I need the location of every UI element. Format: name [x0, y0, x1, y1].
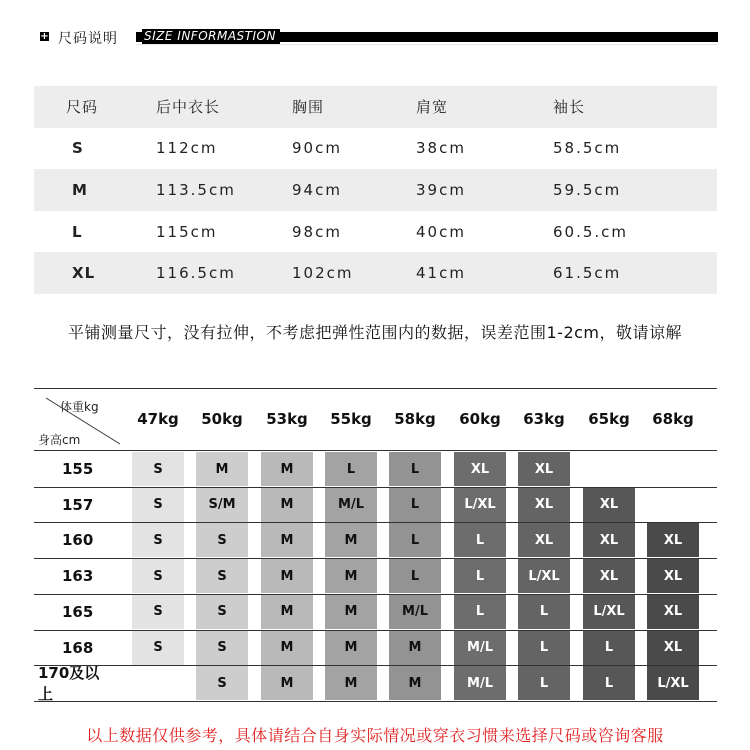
size-recommendation-cell: S — [132, 595, 184, 629]
weight-header: 55kg — [330, 410, 372, 428]
size-recommendation-cell: L — [389, 452, 441, 486]
size-recommendation-cell: M — [261, 488, 313, 522]
size-recommendation-cell: S — [132, 488, 184, 522]
height-label: 163 — [62, 567, 94, 586]
size-table-cell: 98cm — [292, 222, 342, 241]
size-recommendation-cell: XL — [647, 523, 699, 557]
size-table-row — [34, 169, 717, 211]
height-label: 165 — [62, 602, 94, 621]
corner-weight-label: 体重kg — [60, 400, 99, 414]
size-recommendation-cell: M — [196, 452, 248, 486]
size-recommendation-cell: XL — [518, 488, 570, 522]
size-recommendation-cell: S — [132, 523, 184, 557]
size-table-header-cell: 肩宽 — [416, 98, 449, 117]
size-table-cell: 112cm — [156, 139, 218, 158]
size-recommendation-cell: M — [389, 666, 441, 700]
size-recommendation-cell: L — [518, 631, 570, 665]
weight-header: 63kg — [523, 410, 565, 428]
size-recommendation-cell: XL — [583, 559, 635, 593]
size-recommendation-cell: M/L — [325, 488, 377, 522]
height-label: 170及以上 — [38, 664, 100, 704]
size-table-cell: S — [72, 139, 84, 158]
size-table-cell: 61.5cm — [553, 264, 622, 283]
size-table-cell: 60.5.cm — [553, 222, 629, 241]
plus-icon: + — [40, 31, 49, 42]
size-recommendation-cell: M — [261, 452, 313, 486]
size-recommendation-cell: S — [132, 452, 184, 486]
size-recommendation-cell: M/L — [454, 631, 506, 665]
weight-header: 60kg — [459, 410, 501, 428]
size-recommendation-cell: L — [454, 523, 506, 557]
size-recommendation-cell: M — [261, 559, 313, 593]
size-recommendation-cell: S/M — [196, 488, 248, 522]
size-recommendation-cell: XL — [583, 523, 635, 557]
section-title: 尺码说明 — [58, 31, 118, 47]
size-recommendation-cell: L — [325, 452, 377, 486]
size-table-cell: L — [72, 222, 83, 241]
size-recommendation-cell: M — [325, 666, 377, 700]
size-table-header — [34, 86, 717, 128]
size-recommendation-cell: S — [196, 666, 248, 700]
height-label: 160 — [62, 531, 94, 550]
size-recommendation-cell: M — [325, 595, 377, 629]
size-recommendation-cell: M/L — [454, 666, 506, 700]
size-table-cell: 113.5cm — [156, 180, 236, 199]
size-recommendation-cell: M — [261, 523, 313, 557]
size-recommendation-cell: M — [261, 631, 313, 665]
size-recommendation-cell: L — [389, 523, 441, 557]
corner-height-label: 身高cm — [38, 433, 81, 447]
size-recommendation-cell: L — [389, 559, 441, 593]
size-table-cell: 59.5cm — [553, 180, 622, 199]
weight-header: 65kg — [588, 410, 630, 428]
size-recommendation-cell: L — [454, 595, 506, 629]
size-table-cell: 102cm — [292, 264, 354, 283]
measurement-note: 平铺测量尺寸，没有拉伸，不考虑把弹性范围内的数据，误差范围1-2cm，敬请谅解 — [67, 323, 683, 342]
size-recommendation-cell: M — [325, 631, 377, 665]
size-table-cell: 38cm — [416, 139, 466, 158]
size-recommendation-cell: L/XL — [454, 488, 506, 522]
size-recommendation-cell: L — [454, 559, 506, 593]
size-recommendation-cell: L — [583, 631, 635, 665]
size-table-header-cell: 袖长 — [553, 98, 586, 117]
weight-header: 50kg — [201, 410, 243, 428]
size-recommendation-cell: S — [196, 631, 248, 665]
size-table — [34, 86, 717, 294]
size-table-cell: 94cm — [292, 180, 342, 199]
size-recommendation-cell: M — [325, 559, 377, 593]
size-table-row — [34, 211, 717, 253]
size-recommendation-cell: L — [389, 488, 441, 522]
height-label: 155 — [62, 460, 94, 478]
size-table-cell: 41cm — [416, 264, 466, 283]
size-recommendation-cell: XL — [583, 488, 635, 522]
size-recommendation-cell: XL — [454, 452, 506, 486]
size-recommendation-cell: S — [132, 559, 184, 593]
height-label: 157 — [62, 495, 94, 514]
section-subtitle: SIZE INFORMASTION — [142, 29, 280, 44]
footer-note: 以上数据仅供参考，具体请结合自身实际情况或穿衣习惯来选择尺码或咨询客服 — [86, 726, 664, 745]
size-table-row — [34, 128, 717, 170]
size-table-cell: 39cm — [416, 180, 466, 199]
size-recommendation-cell: L — [583, 666, 635, 700]
size-table-cell: 40cm — [416, 222, 466, 241]
size-recommendation-cell: S — [196, 559, 248, 593]
size-recommendation-cell: M — [389, 631, 441, 665]
size-recommendation-cell: S — [196, 595, 248, 629]
size-table-row — [34, 252, 717, 294]
size-table-cell: 115cm — [156, 222, 218, 241]
size-recommendation-cell: L/XL — [647, 666, 699, 700]
size-recommendation-cell: L/XL — [518, 559, 570, 593]
chart-header-border — [34, 450, 717, 451]
size-table-cell: XL — [72, 264, 96, 283]
size-table-header-cell: 尺码 — [66, 98, 99, 117]
size-table-header-cell: 胸围 — [292, 98, 325, 117]
size-table-cell: 90cm — [292, 139, 342, 158]
size-recommendation-cell: XL — [518, 523, 570, 557]
size-recommendation-cell: XL — [647, 631, 699, 665]
size-table-cell: M — [72, 180, 88, 199]
size-recommendation-cell: M — [261, 666, 313, 700]
size-recommendation-cell: M — [325, 523, 377, 557]
title-divider — [136, 44, 718, 45]
size-table-cell: 58.5cm — [553, 139, 622, 158]
size-table-header-cell: 后中衣长 — [156, 98, 221, 117]
size-recommendation-cell: XL — [518, 452, 570, 486]
height-label: 168 — [62, 638, 94, 657]
size-recommendation-cell: M — [261, 595, 313, 629]
size-recommendation-cell: L — [518, 595, 570, 629]
weight-header: 53kg — [266, 410, 308, 428]
weight-header: 68kg — [652, 410, 694, 428]
chart-bottom-border — [34, 701, 717, 702]
size-recommendation-cell: XL — [647, 559, 699, 593]
size-recommendation-cell: S — [196, 523, 248, 557]
size-recommendation-cell: S — [132, 631, 184, 665]
size-recommendation-cell: L/XL — [583, 595, 635, 629]
weight-header: 58kg — [394, 410, 436, 428]
size-recommendation-cell: XL — [647, 595, 699, 629]
size-recommendation-cell: L — [518, 666, 570, 700]
size-table-cell: 116.5cm — [156, 264, 236, 283]
weight-header: 47kg — [137, 410, 179, 428]
chart-top-border — [34, 388, 717, 389]
size-recommendation-cell: M/L — [389, 595, 441, 629]
